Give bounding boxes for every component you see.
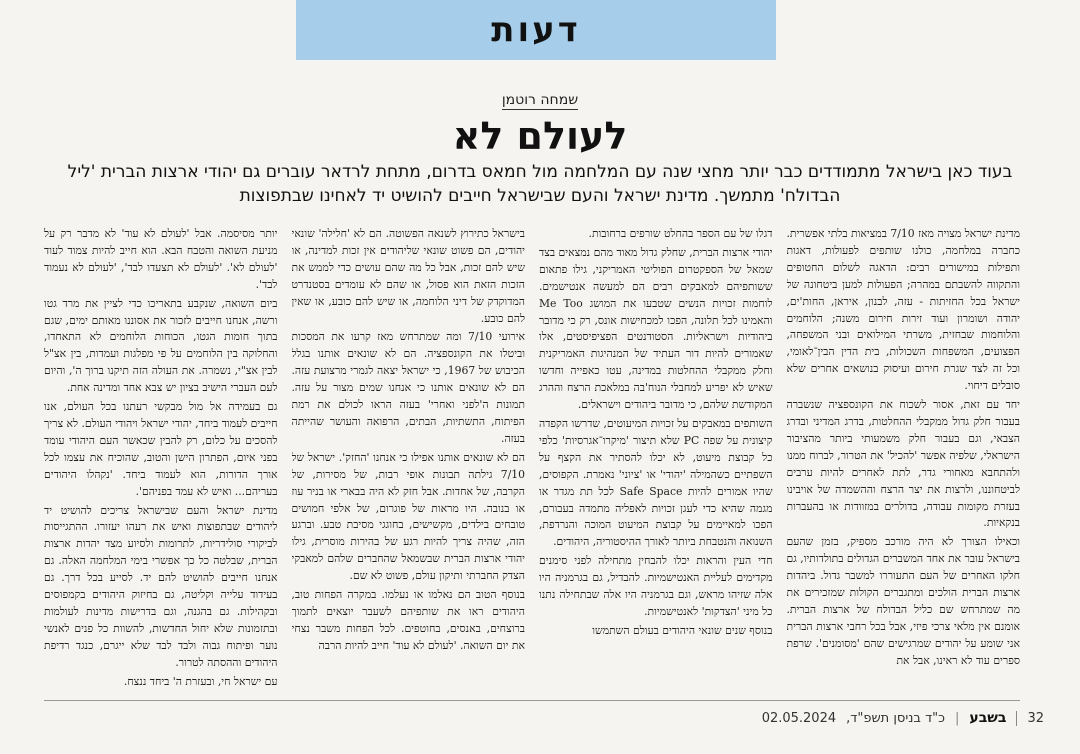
section-header: דעות: [296, 0, 776, 60]
author-byline: [0, 92, 1080, 108]
paragraph: מדינת ישראל מצויה מאז 7/10 במציאות בלתי אפשרית. כחברה במלחמה, כולנו שותפים לפעולות, דאגות ותפילות במישורים רבים: הדאגה לשלום החטופים והתקווה להשבתם במהרה; הפעולות למען ביטחונה של ישראל בכל החזיתות - עזה, לבנון, איראן, החות'ים, יהודה ושומרון ועוד זירות חירום משנה; הלוחמים והלוחמות שבחזית, משרתי המילואים ובני המשפחה, הפצועים, המשפחות השכולות, בית הדין הבין־לאומי, וכל זה לצד שגרת חירום ועיסוק בנושאים אחרים שלא סובלים דיחוי.: [786, 227, 1020, 393]
page-footer: [44, 706, 1044, 730]
paragraph: גם בעמידה אל מול מבקשי רעתנו בכל העולם, אנו חייבים לעמוד ביחד, יהודי ישראל ויהודי העולם. לא צריך להסכים על כלום, רק להבין שכאשר העם היהודי עומד בפני איום, הפתרון הישן והטוב, שהוכיח את עצמו לכל אורך הדורות, הוא לעמוד ביחד. 'נקהלו היהודים בעריהם... ואיש לא עמד בפניהם'.: [44, 400, 278, 498]
paragraph: אירועי 7/10 ומה שמתרחש מאז קרעו את המסכות וביטלו את הקונספציה. הם לא שונאים אותנו בגלל הכיבוש של 1967, כי ישראל יצאה לגמרי מרצועת עזה. הם לא שונאים אותנו כי אנחנו שמים מצור על עזה. תמונות ה'לפני ואחרי' בעזה הראו לכולם את רמת הפיתוח, התשתיות, הבתים, הרפואה והעושר שהייתה בעזה.: [291, 330, 525, 445]
paragraph: דגלו של עם הספר בהחלט שורפים ברחובות.: [588, 227, 773, 240]
page-number: 32: [1016, 711, 1044, 726]
paragraph: הם לא שונאים אותנו אפילו כי אנחנו 'החזק'. ישראל של 7/10 גילתה תבונות אופי רבות, של מסירות, של הקרבה, של אחדות. אבל חזק לא היה בבארי או בניר עוז או בנובה. היו מראות של פוגרום, של אלפי חמושים טובחים בילדים, מקשישים, בחוגגי מסיבת טבע. וברגע הזה, שהיה צריך להיות רגע של בהירות מוסרית, גילו יהודי ארצות הברית שבשמאל שהחברים שלהם למאבקי הצדק החברתי ותיקון עולם, פשוט לא שם.: [291, 450, 525, 583]
article-headline: לעולם לא: [452, 114, 628, 158]
text-column-1: [787, 226, 1021, 696]
paragraph: יהודי ארצות הברית, שחלק גדול מאוד מהם נמצאים בצד שמאל של הספקטרום הפוליטי האמריקני, גילו פתאום ששותפיהם למאבקים רבים הם למעשה אנטישמים. לוחמות זכויות הנשים שטבעו את המושג Me Too והאמינו לכל תלונה, הפכו למכחישות אונס, רק כי מדובר ביהודיות וישראליות. הסטודנטים הפציפיסטים, אלו שאמורים להיות דור העתיד של המנהיגות האמריקנית וחלק ממקבלי ההחלטות במדינה, עטו כאפייה וחדשו שאיש לא יפריע למחבלי הנוח'בה במלאכת הרצח וההרג המקודשת שלהם, כי מדובר ביהודים וישראלים.: [539, 245, 773, 412]
author-name: שמחה רוטמן: [501, 92, 579, 108]
paragraph: ביום השואה, שנקבע בתאריכו כדי לציין את מרד גטו ורשה, אנחנו חייבים לזכור את אסוננו מאותם ימים, שגם בתוך חומות הגטו, הכוחות הלוחמים לא התאחדו, והחלוקה בין הלוחמים על פי מפלגות ועמדות, בין אצ"ל לבין אצ"י, נשמרה. את העולה הזה תיקנו ברוך ה', והיום לעם העברי הישיב בציון יש צבא אחד ומדינה אחת.: [44, 296, 278, 395]
footer-divider: [44, 700, 1020, 701]
paragraph: מדינת ישראל והעם שבישראל צריכים להושיט יד ליהודים שבתפוצות ואיש את רעהו יעזורו. ההתגייסות לביקורי סולידריות, לתרומות ולסיוע מצד יהדות ארצות הברית, שבלטה כל כך אפשרי בימי המלחמה האלה. גם אנחנו חייבים להושיט להם יד. לסייע בכל דרך. גם בעידוד עלייה וקליטה, גם בחיזוק היהודים בקמפוסים ובקהילות. גם בהגנה, וגם בדרישות מדינות לעולמות ובתזמונות שלא יחול החדשות, להשוות כל פנים לאנשי נוער ופיתוח גבוה ולבד לבד שלא ייגרם, כנגד רדיפת היהודים וההסתה לטרור.: [44, 503, 278, 669]
text-column-4: [44, 226, 278, 696]
paragraph: עם ישראל חי, ובעזרת ה' ביחד ננצח.: [123, 674, 278, 688]
article-body: [44, 226, 1020, 696]
gregorian-date: 02.05.2024: [761, 710, 837, 726]
paragraph: יחד עם זאת, אסור לשכוח את הקונספציה שנשברה בעבור חלק גדול ממקבלי ההחלטות, בדרג המדיני ובדרג הצבאי, וגם בעבור חלק משמעותי ביותר מהציבור הישראלי, שלפיה אפשר 'להכיל' את הטרור, לברוח ממנו ולהתחבא מאחורי גדר, לתת לאחרים להיות ערבים לביטחוננו, ולרצות את יצר הרצח וההשמדה של אויבינו בעזרת מקומות עבודה, בדולרים במזוודות או בהעברות בנקאיות.: [786, 398, 1020, 530]
text-column-2: [539, 226, 773, 696]
footer-separator: |: [955, 710, 960, 726]
magazine-name: בשבע: [969, 710, 1007, 726]
paragraph: וכאילו הצורך לא היה מורכב מספיק, בזמן שהעם בישראל עובר את אחד המשברים הגדולים בתולדותיו, גם חלקו האחרים של העם התעוררו למשבר גדול. ביהדות ארצות הברית הולכים ומתגברים הקולות שמזכירים את מה שמתרחש שם כליל הבדולח של ארצות הברית. אומנם אין מלאי צרכי פיזי, אבל בכל רחבי ארצות הברית אני שומע על יהודים שמרגישים שהם 'מסומנים'. שרפת ספרים עוד לא ראינו, אבל את: [786, 535, 1020, 667]
paragraph: חדי העין והראות יכלו להבחין מתחילה לפני סימנים מקדימים לעליית האנטישמיות. להבדיל, גם בגרמניה היו אלה שזיהו מראש, וגם בגרמניה היו אלה שבתחילה נתנו כל מיני 'הצדקות' לאנטישמיות.: [539, 554, 773, 618]
paragraph: בישראל כתירוץ לשנאה הפשוטה. הם לא 'חלילה' שונאי יהודים, הם פשוט שונאי שליהודים אין זכות למדינה, או שיש להם זכות, אבל כל מה שהם עושים כדי לממש את הזכות הזאת הוא פסול, או שהם לא עומדים בסטנדרט המדוקדק של דיני הלוחמה, או שיש להם כובע, או שאין להם כובע.: [291, 227, 525, 325]
paragraph: יותר מסיסמה. אבל 'לעולם לא עוד' לא מדבר רק על מניעת השואה והטבח הבא. הוא חייב להיות צמוד לעוד 'לעולם לא'. 'לעולם לא תצעדו לבד', 'לעולם לא נעמוד לבד'.: [44, 227, 278, 291]
paragraph: בנוסף שנים שונאי היהודים בעולם השתמשו: [592, 623, 773, 637]
hebrew-date: כ"ד בניסן תשפ"ד,: [846, 710, 946, 726]
article-subhead: בעוד כאן בישראל מתמודדים כבר יותר מחצי שנה עם המלחמה מול חמאס בדרום, מתחת לרדאר עוברים גם יהודי ארצות הברית 'ליל הבדולח' מתמשך. מדינת ישראל והעם שבישראל חייבים להושיט יד לאחינו שבתפוצות: [67, 162, 1013, 206]
paragraph: בנוסף הטוב הם נאלמו או נעלמו. במקרה הפחות טוב, היהודים ראו את שותפיהם לשעבר יוצאים לתמוך ברוצחים, באנסים, בחוטפים. לכל הפחות משבר נצחי את יום השואה. 'לעולם לא עוד' חייב להיות הרבה: [291, 588, 525, 652]
paragraph: השותפים במאבקים על זכויות המיעוטים, שדרשו הקפדה קיצונית על שפה PC שלא תיצור 'מיקרו־אגרסיות' כלפי כל קבוצת מיעוט, לא יכלו להסתיר את הקצף על השפתיים כשהמילה 'יהודי' או 'ציוני' נאמרת. הקפוסים, שהיו אמורים להיות Safe Space לכל תת מגדר או מגמה שהיא כדי לעגן זכויות לאפליה מתמדה בעבורם, הפכו למאיימים על קבוצת המיעוט המוכה והנרדפת, השנואה והנטבחת ביותר לאורך ההיסטוריה, היהודים.: [539, 416, 773, 549]
text-column-3: [292, 226, 526, 696]
